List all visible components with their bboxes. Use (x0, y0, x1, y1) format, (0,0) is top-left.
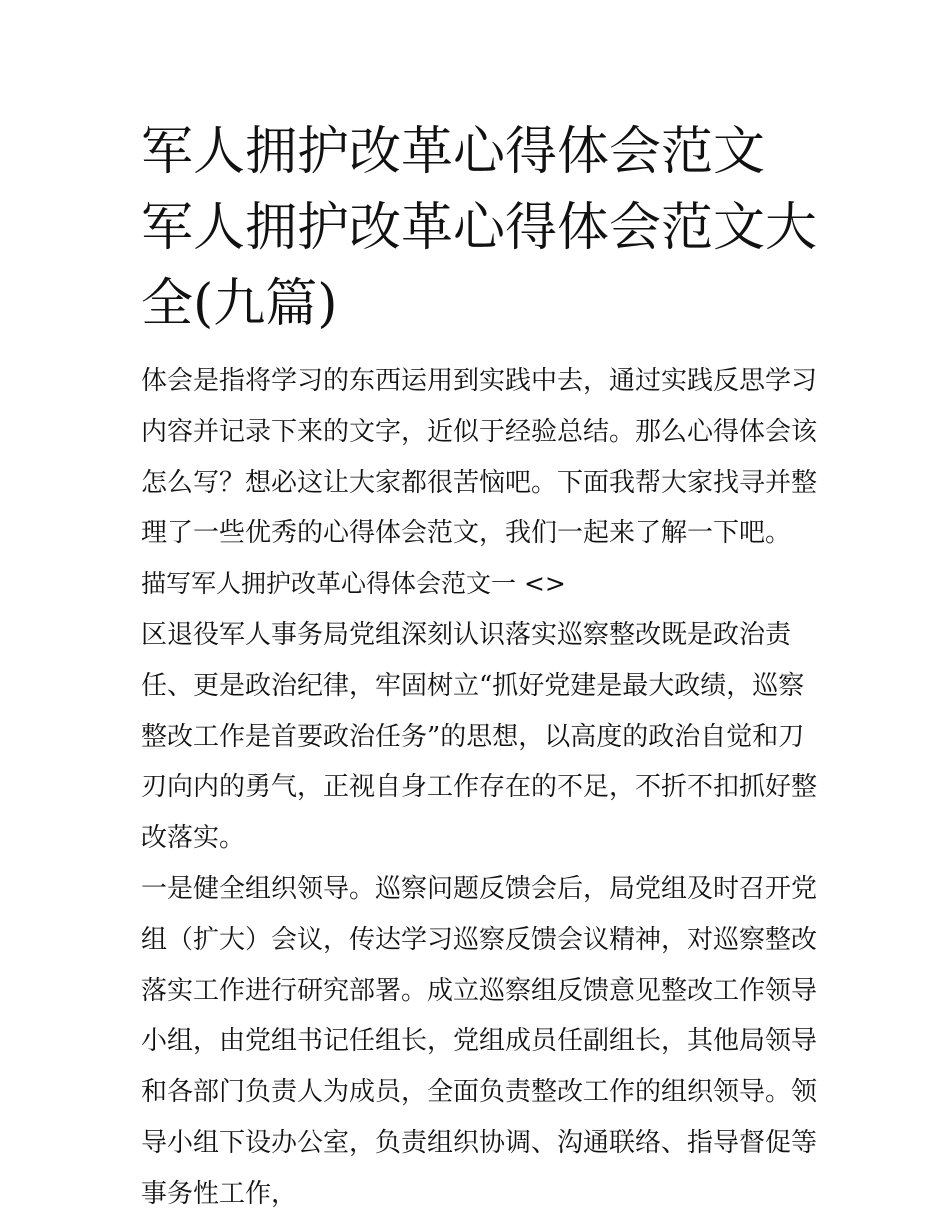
intro-paragraph: 体会是指将学习的东西运用到实践中去，通过实践反思学习内容并记录下来的文字，近似于经验总结。那么心得体会该怎么写？想必这让大家都很苦恼吧。下面我帮大家找寻并整理了一些优秀的心得体会范文，我们一起来了解一下吧。 (141, 366, 818, 549)
document-body (141, 356, 821, 1220)
body-paragraph: 一是健全组织领导。巡察问题反馈会后，局党组及时召开党组（扩大）会议，传达学习巡察反馈会议精神，对巡察整改落实工作进行研究部署。成立巡察组反馈意见整改工作领导小组，由党组书记任组长，党组成员任副组长，其他局领导和各部门负责人为成员，全面负责整改工作的组织领导。领导小组下设办公室，负责组织协调、沟通联络、指导督促等事务性工作， (141, 873, 818, 1209)
section-heading: 描写军人拥护改革心得体会范文一 <> (141, 569, 566, 599)
body-paragraph: 区退役军人事务局党组深刻认识落实巡察整改既是政治责任、更是政治纪律，牢固树立“抓好党建是最大政绩，巡察整改工作是首要政治任务”的思想，以高度的政治自觉和刀刃向内的勇气，正视自身工作存在的不足，不折不扣抓好整改落实。 (141, 619, 818, 854)
document-title: 军人拥护改革心得体会范文 军人拥护改革心得体会范文大全(九篇) (141, 122, 818, 334)
